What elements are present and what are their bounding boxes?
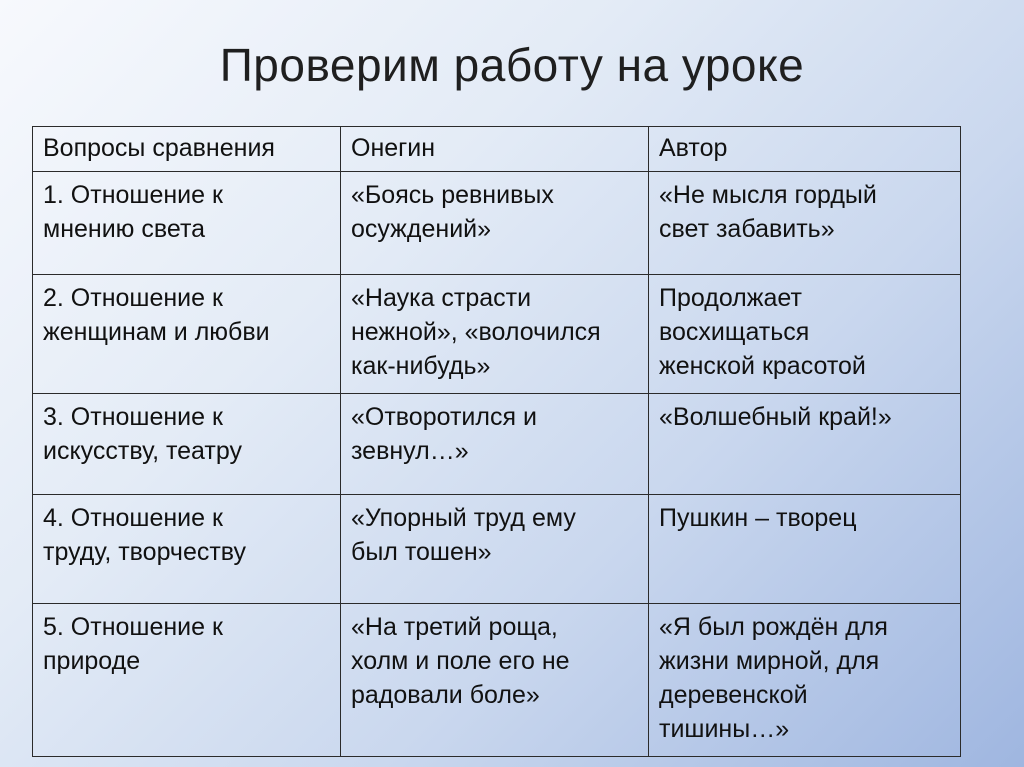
table-cell [33,495,341,604]
table-cell [649,394,961,495]
header-text-author: Автор [659,134,728,162]
table-cell [33,604,341,757]
header-cell [341,127,649,172]
onegin-text: «Упорный труд ему был тошен» [351,504,576,566]
table-row [33,172,961,275]
table-cell [341,604,649,757]
question-text: 2. Отношение к женщинам и любви [43,284,270,346]
onegin-text: «Боясь ревнивых осуждений» [351,181,554,243]
table-row [33,394,961,495]
slide-title: Проверим работу на уроке [219,39,805,91]
table-cell [341,275,649,394]
table-cell [649,172,961,275]
table-row [33,275,961,394]
table-cell [341,495,649,604]
header-text-onegin: Онегин [351,134,436,162]
author-text: Пушкин – творец [659,504,857,532]
table-cell [341,394,649,495]
header-cell [33,127,341,172]
table-cell [649,275,961,394]
question-text: 3. Отношение к искусству, театру [43,403,242,465]
onegin-text: «Отворотился и зевнул…» [351,403,537,465]
header-text-questions: Вопросы сравнения [43,134,275,162]
table-cell [649,604,961,757]
question-text: 4. Отношение к труду, творчеству [43,504,247,566]
table-header-row [33,127,961,172]
table-row [33,495,961,604]
header-cell [649,127,961,172]
table-cell [33,275,341,394]
table-cell [341,172,649,275]
question-text: 1. Отношение к мнению света [43,181,223,243]
table-cell [33,394,341,495]
table-row [33,604,961,757]
table-cell [649,495,961,604]
author-text: «Волшебный край!» [659,403,892,431]
table-cell [33,172,341,275]
author-text: Продолжает восхищаться женской красотой [659,284,866,380]
comparison-table [32,126,961,757]
onegin-text: «Наука страсти нежной», «волочился как-нибудь» [351,284,601,380]
question-text: 5. Отношение к природе [43,613,223,675]
author-text: «Не мысля гордый свет забавить» [659,181,877,243]
onegin-text: «На третий роща, холм и поле его не радовали боле» [351,613,570,709]
author-text: «Я был рождён для жизни мирной, для деревенской тишины…» [659,613,888,743]
